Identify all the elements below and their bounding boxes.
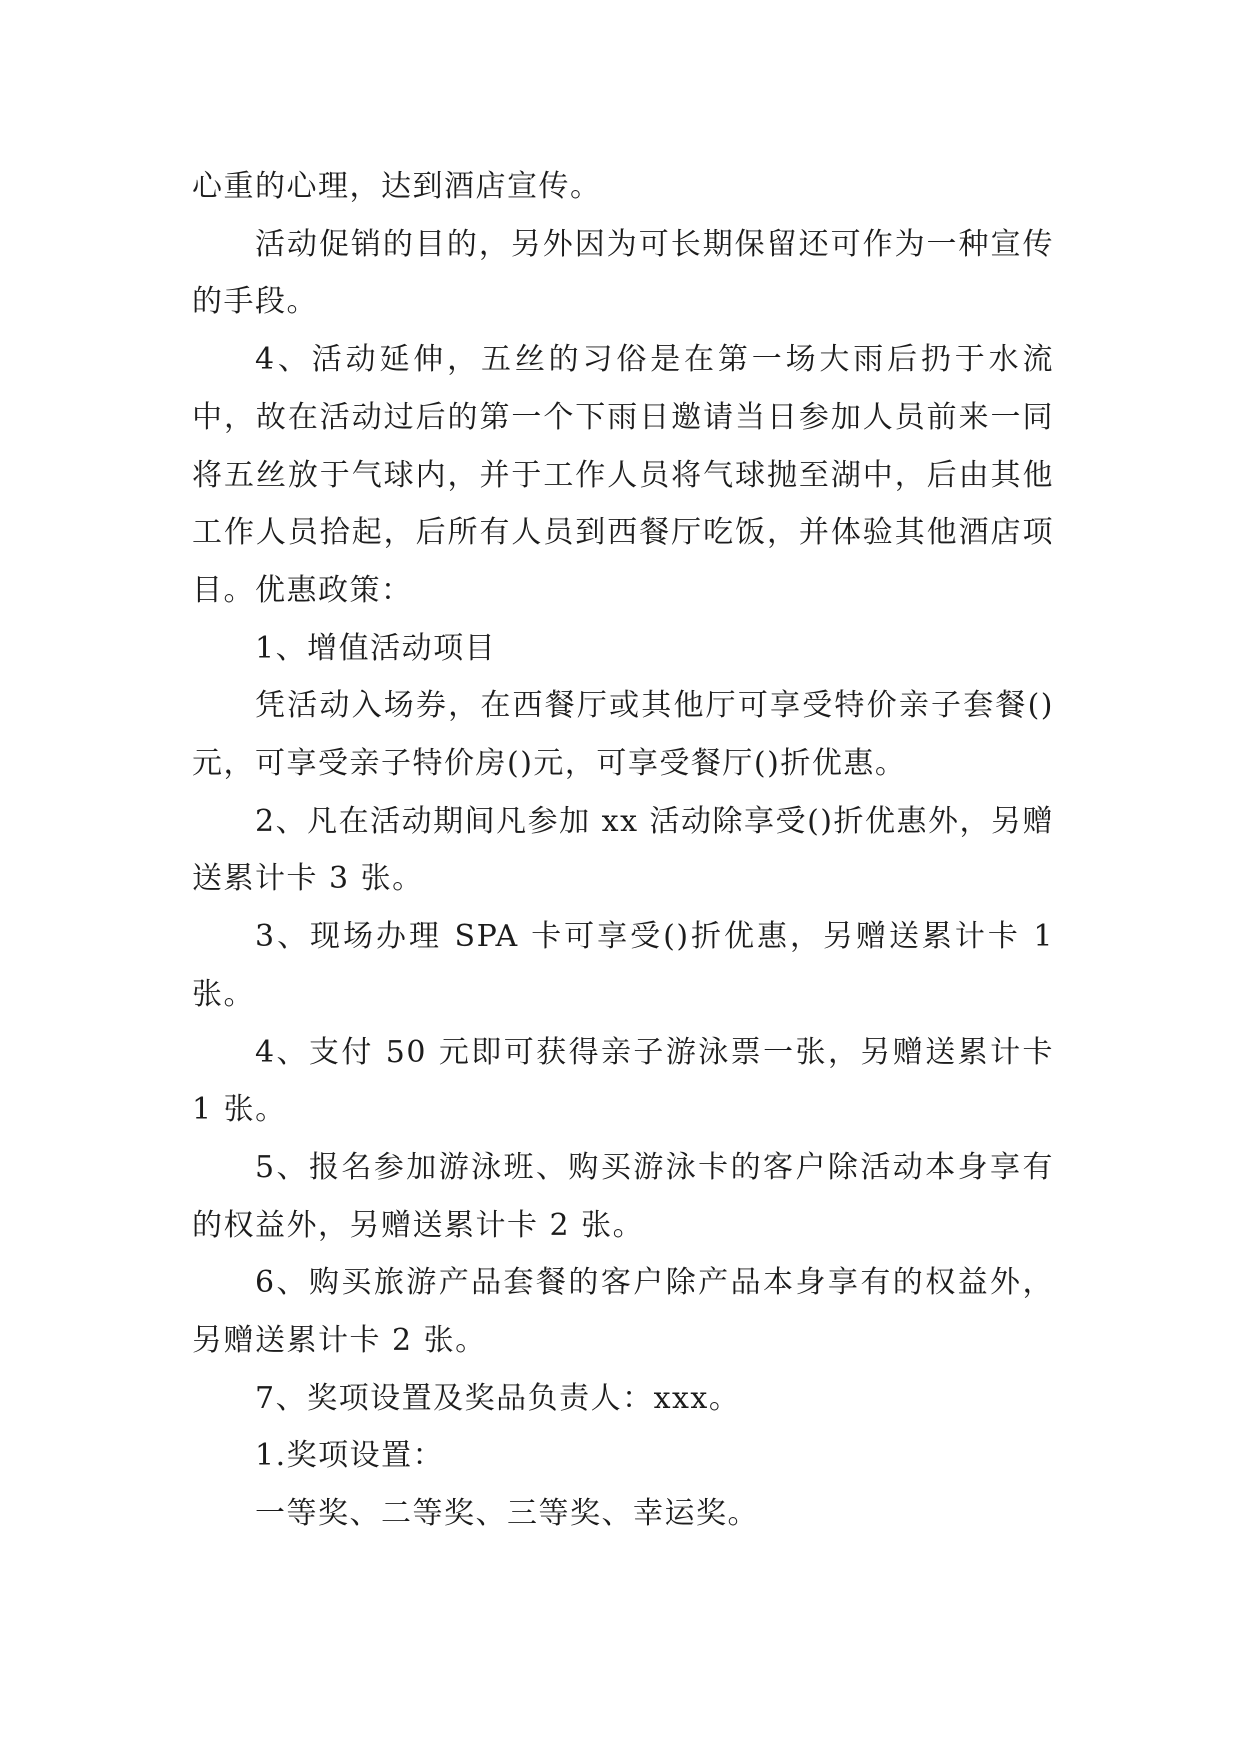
paragraph: 心重的心理，达到酒店宣传。: [192, 169, 602, 204]
list-item: 3、现场办理 SPA 卡可享受()折优惠，另赠送累计卡 1 张。: [192, 919, 1054, 1012]
paragraph: 一等奖、二等奖、三等奖、幸运奖。: [255, 1496, 759, 1532]
paragraph: 活动促销的目的，另外因为可长期保留还可作为一种宣传的手段。: [192, 226, 1054, 320]
section-heading: 1.奖项设置：: [255, 1438, 445, 1474]
list-item: 1、增值活动项目: [255, 630, 497, 666]
list-item: 6、购买旅游产品套餐的客户除产品本身享有的权益外，另赠送累计卡 2 张。: [192, 1265, 1054, 1359]
list-item: 2、凡在活动期间凡参加 xx 活动除享受()折优惠外，另赠送累计卡 3 张。: [192, 803, 1054, 897]
paragraph: 凭活动入场券，在西餐厅或其他厅可享受特价亲子套餐()元，可享受亲子特价房()元，可享受餐厅()折优惠。: [192, 688, 1054, 782]
paragraph: 4、活动延伸，五丝的习俗是在第一场大雨后扔于水流中，故在活动过后的第一个下雨日邀请当日参加人员前来一同将五丝放于气球内，并于工作人员将气球抛至湖中，后由其他工作人员拾起，后所有人员到西餐厅吃饭，并体验其他酒店项目。优惠政策：: [192, 342, 1054, 608]
document-body: [192, 158, 1054, 1543]
list-item: 7、奖项设置及奖品负责人：xxx。: [255, 1380, 741, 1416]
list-item: 4、支付 50 元即可获得亲子游泳票一张，另赠送累计卡 1 张。: [192, 1034, 1054, 1128]
list-item: 5、报名参加游泳班、购买游泳卡的客户除活动本身享有的权益外，另赠送累计卡 2 张。: [192, 1149, 1054, 1243]
